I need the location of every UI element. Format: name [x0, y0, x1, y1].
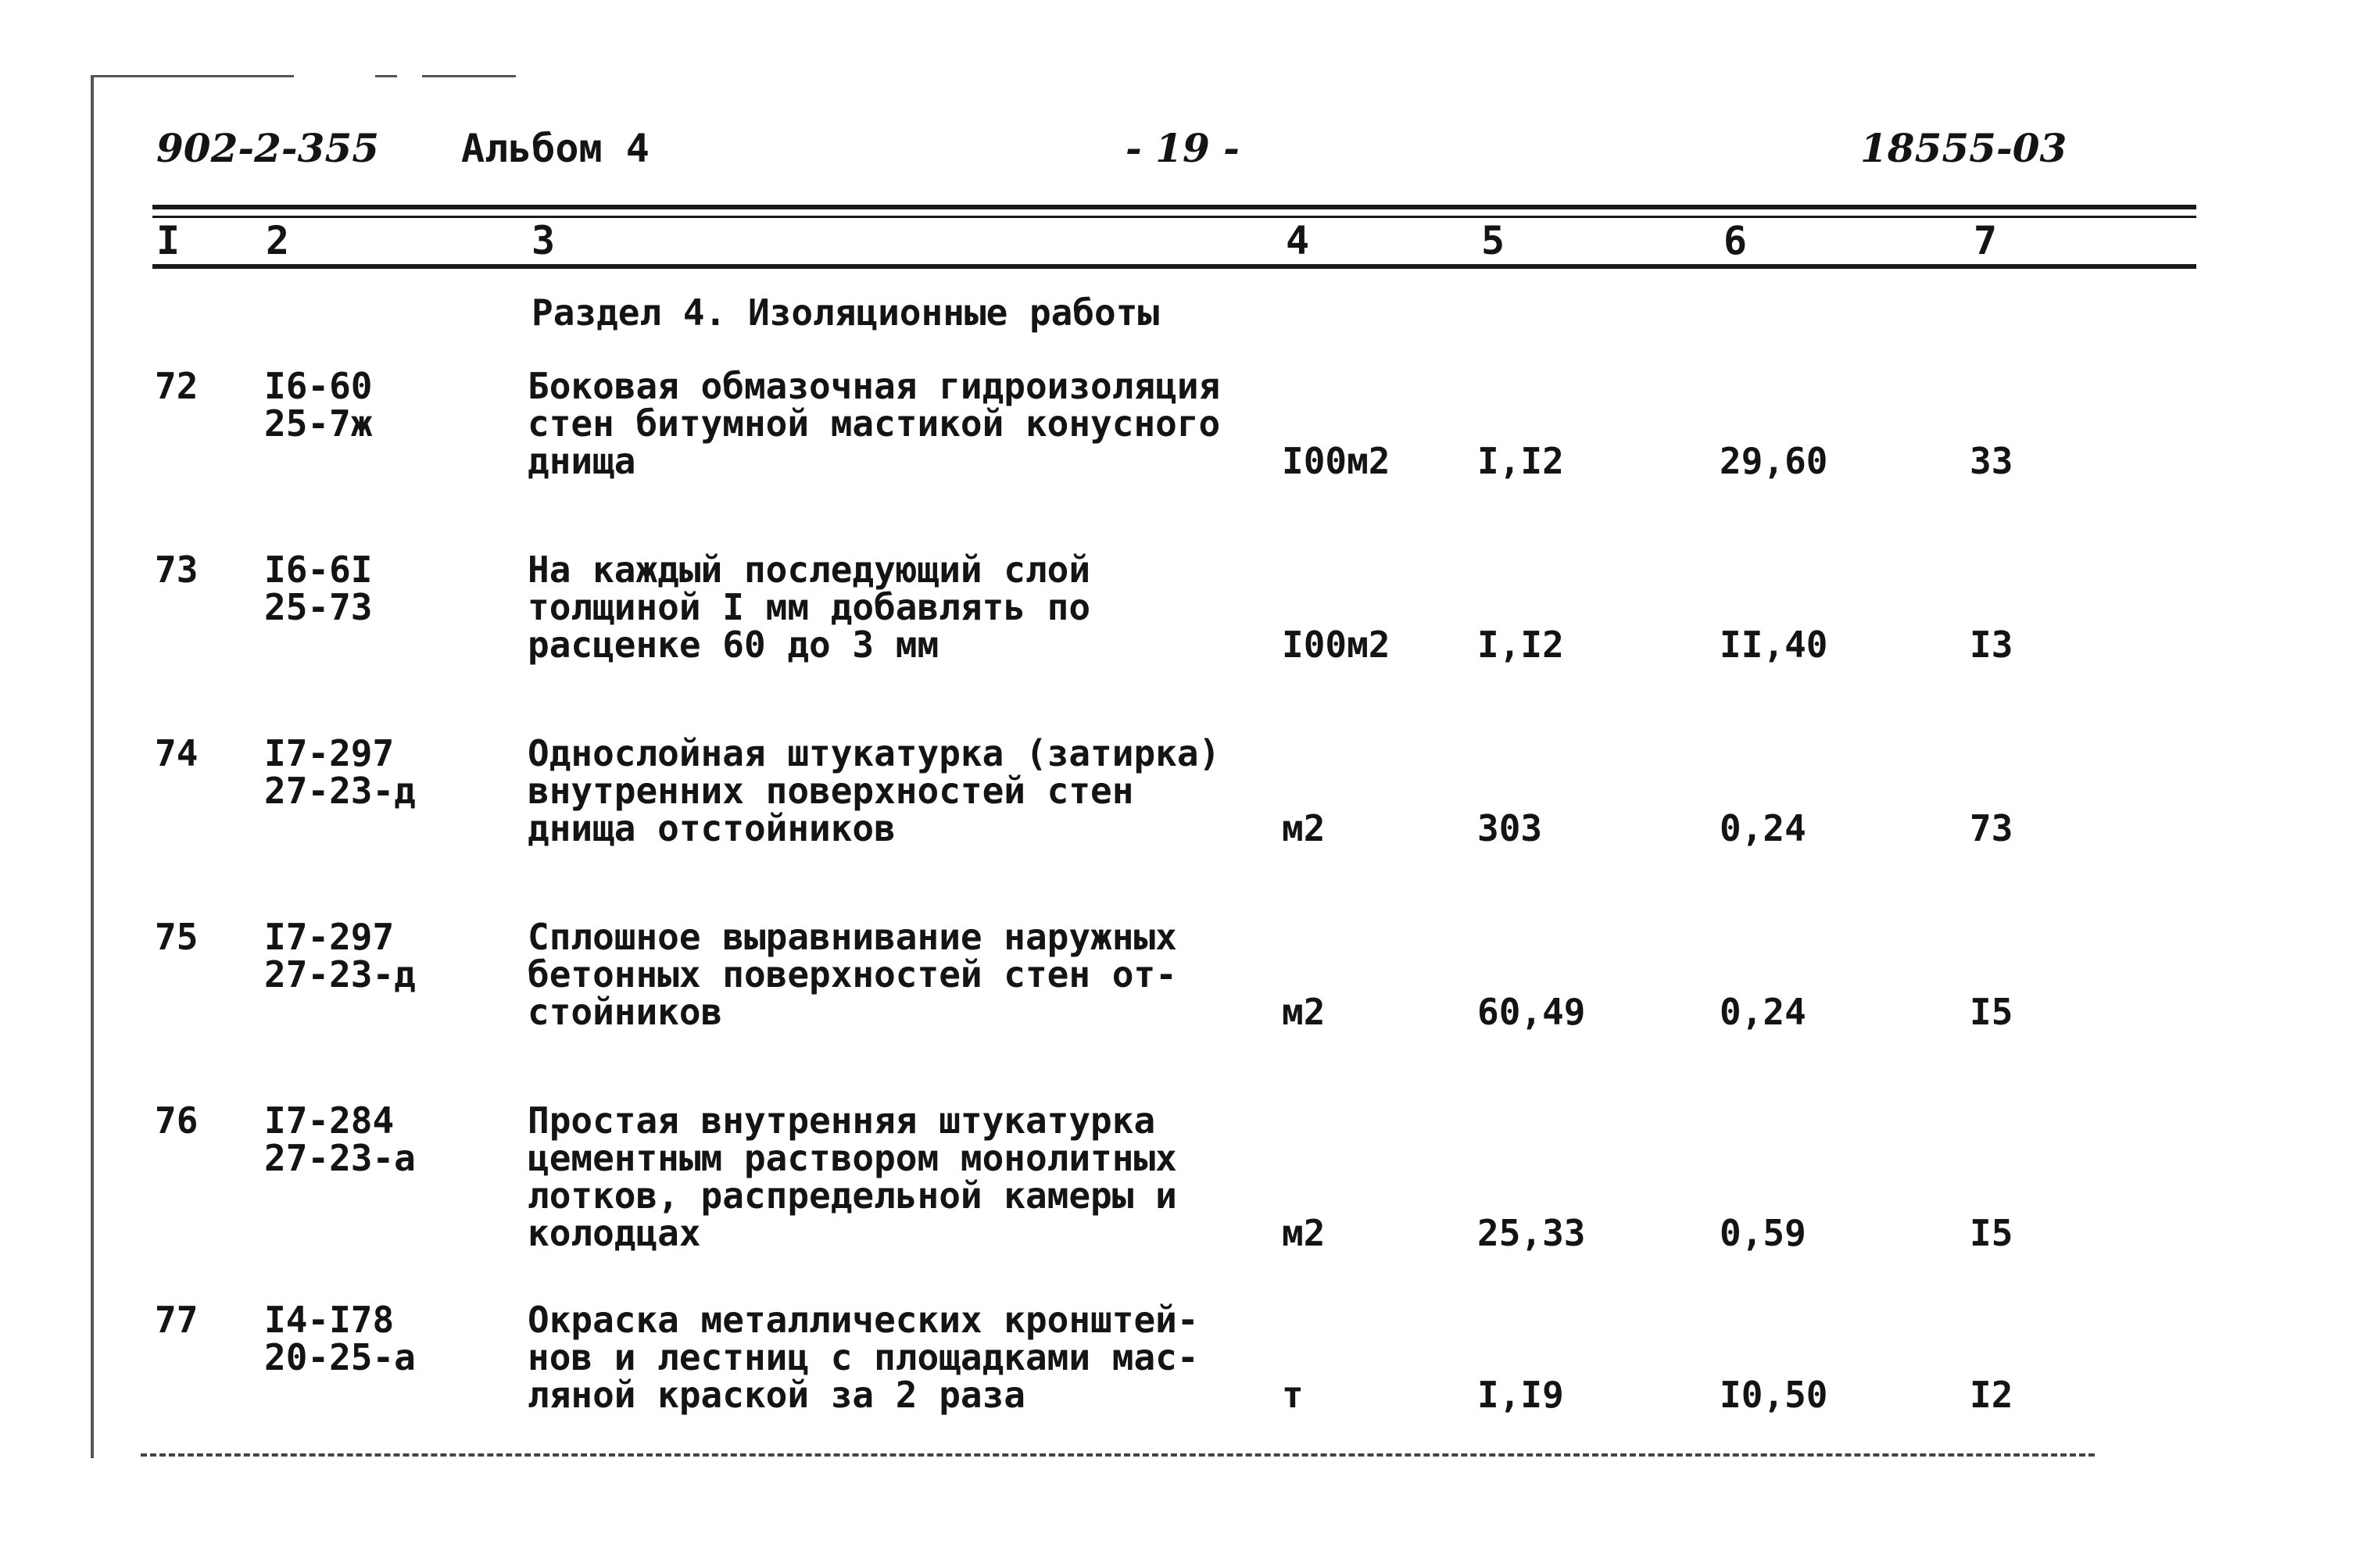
quantity: 60,49 [1477, 991, 1586, 1033]
unit: I00м2 [1282, 440, 1390, 482]
row-number: 77 [155, 1299, 199, 1341]
total-cost: I5 [1970, 1212, 2013, 1254]
rate-code [264, 916, 416, 996]
description-line: ляной краской за 2 раза [528, 1374, 1025, 1416]
unit: т [1282, 1374, 1304, 1416]
description-line: толщиной I мм добавлять по [528, 586, 1091, 628]
column-header-4: 4 [1286, 218, 1310, 263]
column-header-5: 5 [1481, 218, 1505, 263]
unit: м2 [1282, 807, 1326, 849]
rate-code-line: I7-297 [264, 732, 395, 774]
description-line: цементным раствором монолитных [528, 1137, 1177, 1179]
scan-border-left [91, 75, 94, 1458]
rate-code-line: I7-284 [264, 1099, 395, 1142]
description-line: колодцах [528, 1212, 701, 1254]
total-cost: I3 [1970, 624, 2013, 666]
total-cost: 33 [1970, 440, 2013, 482]
work-description [528, 367, 1220, 480]
header-rule-bottom [152, 264, 2196, 269]
work-description [528, 1099, 1177, 1254]
description-line: расценке 60 до 3 мм [528, 624, 939, 666]
row-number: 74 [155, 732, 199, 774]
description-line: стен битумной мастикой конусного [528, 402, 1221, 445]
section-title: Раздел 4. Изоляционные работы [531, 291, 1160, 334]
rate-code [264, 732, 416, 812]
quantity: I,I2 [1477, 624, 1564, 666]
column-header-3: 3 [531, 218, 556, 263]
description-line: Однослойная штукатурка (затирка) [528, 732, 1221, 774]
work-description [528, 1301, 1199, 1414]
rate-code-line: I6-60 [264, 365, 373, 407]
header-rule-top [152, 205, 2196, 209]
description-line: На каждый последующий слой [528, 549, 1091, 591]
rate-code [264, 1301, 416, 1376]
unit-price: 0,59 [1720, 1212, 1806, 1254]
unit-price: I0,50 [1720, 1374, 1828, 1416]
rate-code-line: 27-23-д [264, 953, 416, 996]
total-cost: I5 [1970, 991, 2013, 1033]
rate-code-line: I6-6I [264, 549, 373, 591]
unit-price: 0,24 [1720, 807, 1806, 849]
rate-code-line: 25-7ж [264, 402, 373, 445]
rate-code [264, 365, 373, 445]
album-label: Альбом 4 [461, 126, 650, 171]
work-description [528, 918, 1177, 1031]
total-cost: 73 [1970, 807, 2013, 849]
row-number: 75 [155, 916, 199, 958]
row-number: 73 [155, 549, 199, 591]
unit-price: II,40 [1720, 624, 1828, 666]
unit: м2 [1282, 1212, 1326, 1254]
unit: м2 [1282, 991, 1326, 1033]
rate-code-line: I7-297 [264, 916, 395, 958]
column-header-6: 6 [1723, 218, 1748, 263]
description-line: Боковая обмазочная гидроизоляция [528, 365, 1221, 407]
rate-code-line: I4-I78 [264, 1299, 395, 1341]
rate-code [264, 551, 372, 626]
description-line: бетонных поверхностей стен от- [528, 953, 1177, 996]
row-number: 72 [155, 365, 199, 407]
description-line: стойников [528, 991, 723, 1033]
total-cost: I2 [1970, 1374, 2013, 1416]
quantity: I,I9 [1477, 1374, 1564, 1416]
work-description [528, 549, 1091, 666]
description-line: Сплошное выравнивание наружных [528, 916, 1177, 958]
bottom-rule [141, 1453, 2095, 1457]
page-number: - 19 - [1126, 125, 1240, 171]
description-line: лотков, распредельной камеры и [528, 1174, 1177, 1217]
unit-price: 0,24 [1720, 991, 1806, 1033]
description-line: днища [528, 440, 636, 482]
quantity: I,I2 [1477, 440, 1564, 482]
rate-code-line: 25-73 [264, 586, 373, 628]
scan-border-top [422, 75, 516, 77]
scan-border-top [375, 75, 397, 77]
header-rule-top-thin [152, 216, 2196, 218]
project-code: 902-2-355 [156, 125, 380, 171]
description-line: нов и лестниц с площадками мас- [528, 1336, 1199, 1378]
quantity: 25,33 [1477, 1212, 1586, 1254]
description-line: днища отстойников [528, 807, 896, 849]
work-description [528, 732, 1221, 849]
column-header-7: 7 [1974, 218, 1998, 263]
rate-code [264, 1099, 416, 1179]
description-line: внутренних поверхностей стен [528, 770, 1134, 812]
row-number: 76 [155, 1099, 199, 1142]
unit: I00м2 [1282, 624, 1390, 666]
rate-code-line: 27-23-а [264, 1137, 416, 1179]
column-header-2: 2 [266, 218, 290, 263]
quantity: 303 [1477, 807, 1543, 849]
description-line: Окраска металлических кронштей- [528, 1299, 1199, 1341]
scan-border-top [91, 75, 294, 77]
rate-code-line: 27-23-д [264, 770, 416, 812]
column-header-1: I [156, 218, 181, 263]
unit-price: 29,60 [1720, 440, 1828, 482]
rate-code-line: 20-25-а [264, 1336, 416, 1378]
document-number: 18555-03 [1860, 125, 2067, 171]
description-line: Простая внутренняя штукатурка [528, 1099, 1156, 1142]
